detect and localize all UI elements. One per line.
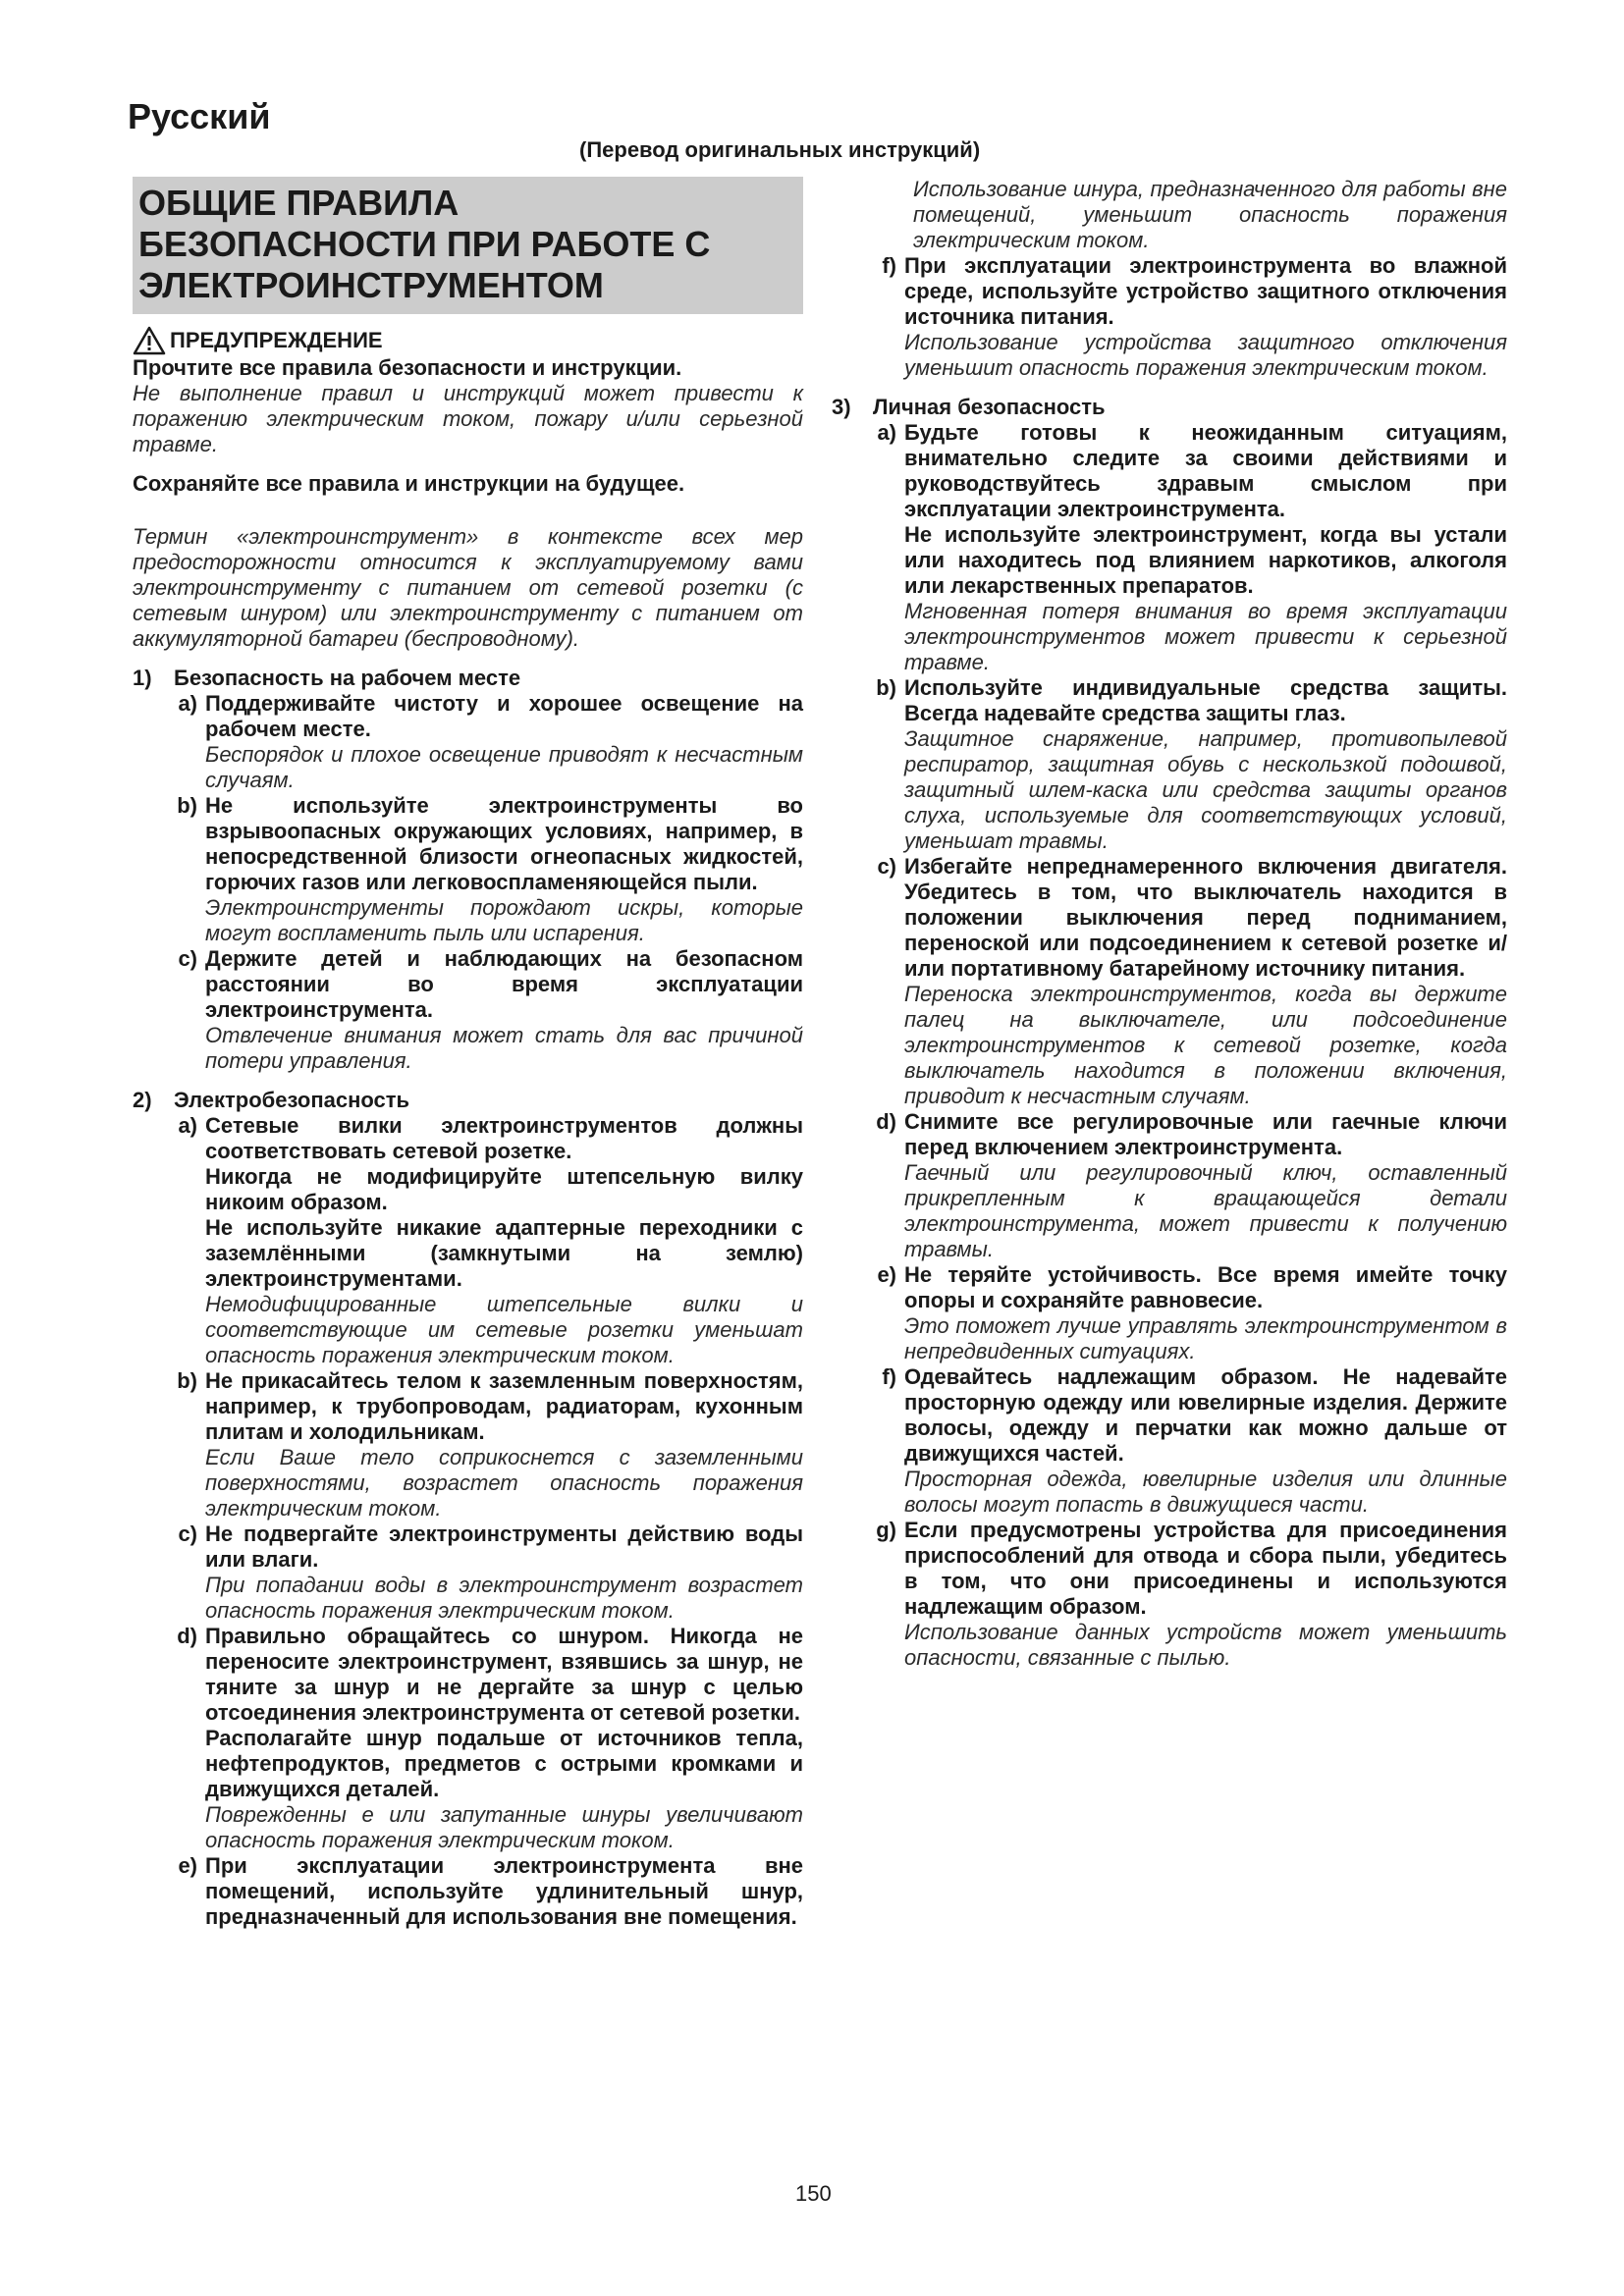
section-title-box [133, 177, 803, 314]
item-letter: e) [178, 1853, 197, 1878]
right-column [832, 177, 1507, 1671]
list-item [133, 1624, 803, 1853]
list-item [133, 691, 803, 793]
item-rule: Не используйте электроинструменты во взрывоопасных окружающих условиях, например, в непосредственной близости огнеопасных жидкостей, горючих газов или легковоспламеняющейся пыли. [205, 793, 803, 894]
item-note: Гаечный или регулировочный ключ, оставленный прикрепленным к вращающейся детали электроинструмента, может привести к получению травмы. [904, 1160, 1507, 1261]
item-rule: Сетевые вилки электроинструментов должны соответствовать сетевой розетке. [205, 1113, 803, 1163]
list-item [859, 253, 1507, 381]
item-note: Просторная одежда, ювелирные изделия или длинные волосы могут попасть в движущиеся части. [904, 1467, 1507, 1517]
list-item [859, 854, 1507, 1109]
item-letter: f) [882, 253, 896, 278]
item-rule: Не теряйте устойчивость. Все время имейте точку опоры и сохраняйте равновесие. [904, 1262, 1507, 1312]
item-letter: c) [178, 946, 197, 971]
list-item [859, 1109, 1507, 1262]
item-rule: Используйте индивидуальные средства защиты. Всегда надевайте средства защиты глаз. [904, 675, 1507, 725]
item-letter: a) [877, 420, 896, 445]
list-item [859, 675, 1507, 854]
list-item [133, 793, 803, 946]
item-rule: При эксплуатации электроинструмента во влажной среде, используйте устройство защитного отключения источника питания. [904, 253, 1507, 329]
item-letter: f) [882, 1364, 896, 1389]
item-rule: Не используйте никакие адаптерные переходники с заземлёнными (замкнутыми на землю) электроинструментами. [205, 1215, 803, 1291]
item-rule: Не используйте электроинструмент, когда вы устали или находитесь под влиянием наркотиков, алкоголя или лекарственных препаратов. [904, 522, 1507, 598]
item-note: Электроинструменты порождают искры, которые могут воспламенить пыль или испарения. [205, 895, 803, 945]
item-rule: Располагайте шнур подальше от источников тепла, нефтепродуктов, предметов с острыми кромками и движущихся деталей. [205, 1726, 803, 1801]
section-title: Электробезопасность [174, 1088, 410, 1112]
section-2-heading [133, 1088, 803, 1113]
translation-subtitle: (Перевод оригинальных инструкций) [579, 137, 981, 162]
item-letter: a) [178, 1113, 197, 1138]
item-note: Защитное снаряжение, например, противопылевой респиратор, защитная обувь с нескользкой подошвой, защитный шлем-каска или средства защиты органов слуха, используемые для соответствующих условий, уменьшат травмы. [904, 726, 1507, 853]
item-note: Переноска электроинструментов, когда вы держите палец на выключателе, или подсоединение электроинструментов к сетевой розетке, когда выключатель находится в положении включения, приводит к несчастным случаям. [904, 982, 1507, 1108]
item-note: Отвлечение внимания может стать для вас причиной потери управления. [205, 1023, 803, 1073]
title-line: ОБЩИЕ ПРАВИЛА [138, 183, 460, 223]
section-number: 2) [133, 1088, 152, 1112]
item-note: Беспорядок и плохое освещение приводят к несчастным случаям. [205, 742, 803, 792]
section-title: Личная безопасность [873, 395, 1106, 419]
item-letter: c) [178, 1522, 197, 1546]
section-number: 3) [832, 395, 851, 419]
section-number: 1) [133, 666, 152, 690]
list-item [133, 946, 803, 1074]
item-note: При попадании воды в электроинструмент возрастет опасность поражения электрическим током. [205, 1573, 803, 1623]
item-rule: При эксплуатации электроинструмента вне помещений, используйте удлинительный шнур, предназначенный для использования вне помещения. [205, 1853, 803, 1929]
list-item [859, 1518, 1507, 1671]
page-number: 150 [795, 2181, 832, 2206]
item-letter: e) [877, 1262, 896, 1287]
item-note: Поврежденны е или запутанные шнуры увеличивают опасность поражения электрическим током. [205, 1802, 803, 1852]
list-item [133, 1522, 803, 1624]
list-item [133, 1368, 803, 1522]
item-rule: Поддерживайте чистоту и хорошее освещение на рабочем месте. [205, 691, 803, 741]
item-letter: d) [177, 1624, 197, 1648]
item-rule: Не подвергайте электроинструменты действию воды или влаги. [205, 1522, 803, 1572]
item-note: Немодифицированные штепсельные вилки и соответствующие им сетевые розетки уменьшат опасность поражения электрическим током. [205, 1292, 803, 1367]
language-heading: Русский [128, 96, 271, 136]
item-rule: Одевайтесь надлежащим образом. Не надевайте просторную одежду или ювелирные изделия. Держите волосы, одежду и перчатки как можно дальше от движущихся частей. [904, 1364, 1507, 1466]
item-letter: b) [177, 1368, 197, 1393]
list-item [859, 1262, 1507, 1364]
item-note: Это поможет лучше управлять электроинструментом в непредвиденных ситуациях. [904, 1313, 1507, 1363]
list-item [133, 1853, 803, 1930]
item-rule: Снимите все регулировочные или гаечные ключи перед включением электроинструмента. [904, 1109, 1507, 1159]
item-note: Если Ваше тело соприкоснется с заземленными поверхностями, возрастет опасность поражения электрическим током. [205, 1445, 803, 1521]
item-note: Использование данных устройств может уменьшить опасности, связанные с пылью. [904, 1620, 1507, 1670]
warning-consequence: Не выполнение правил и инструкций может привести к поражению электрическим током, пожару и/или серьезной травме. [133, 381, 803, 456]
warning-label: ПРЕДУПРЕЖДЕНИЕ [170, 328, 383, 352]
keep-instructions: Сохраняйте все правила и инструкции на будущее. [133, 471, 685, 496]
warning-triangle-icon [133, 326, 166, 355]
item-rule: Никогда не модифицируйте штепсельную вилку никоим образом. [205, 1164, 803, 1214]
list-item [133, 1113, 803, 1368]
item-letter: b) [876, 675, 896, 700]
section-title: Безопасность на рабочем месте [174, 666, 521, 690]
item-rule: Будьте готовы к неожиданным ситуациям, внимательно следите за своими действиями и руководствуйтесь здравым смыслом при эксплуатации электроинструмента. [904, 420, 1507, 521]
list-item [859, 1364, 1507, 1518]
item-letter: c) [877, 854, 896, 879]
item-letter: b) [177, 793, 197, 818]
title-line: ЭЛЕКТРОИНСТРУМЕНТОМ [138, 265, 604, 305]
list-item [859, 420, 1507, 675]
item-note: Использование шнура, предназначенного для работы вне помещений, уменьшит опасность поражения электрическим током. [913, 177, 1507, 252]
item-letter: a) [178, 691, 197, 716]
item-letter: g) [876, 1518, 896, 1542]
section-1-heading [133, 666, 803, 691]
item-rule: Не прикасайтесь телом к заземленным поверхностям, например, к трубопроводам, радиаторам, кухонным плитам и холодильникам. [205, 1368, 803, 1444]
item-rule: Если предусмотрены устройства для присоединения приспособлений для отвода и сбора пыли, убедитесь в том, что они присоединены и используются надлежащим образом. [904, 1518, 1507, 1619]
item-letter: d) [876, 1109, 896, 1134]
item-note: Использование устройства защитного отключения уменьшит опасность поражения электрическим током. [904, 330, 1507, 380]
title-line: БЕЗОПАСНОСТИ ПРИ РАБОТЕ С [138, 224, 711, 264]
section-3-heading [832, 395, 1507, 420]
item-rule: Держите детей и наблюдающих на безопасном расстоянии во время эксплуатации электроинструмента. [205, 946, 803, 1022]
item-rule: Избегайте непреднамеренного включения двигателя. Убедитесь в том, что выключатель находится в положении выключения перед подниманием, переноской или подсоединением к сетевой розетке и/или портативному батарейному источнику питания. [904, 854, 1507, 981]
item-rule: Правильно обращайтесь со шнуром. Никогда не переносите электроинструмент, взявшись за шнур, не тяните за шнур и не дергайте за шнур с целью отсоединения электроинструмента от сетевой розетки. [205, 1624, 803, 1725]
warning-header [133, 326, 803, 355]
left-column [133, 177, 803, 1930]
term-definition: Термин «электроинструмент» в контексте всех мер предосторожности относится к эксплуатируемому вами электроинструменту с питанием от сетевой розетки (с сетевым шнуром) или электроинструменту с питанием от аккумуляторной батареи (беспроводному). [133, 524, 803, 651]
item-note: Мгновенная потеря внимания во время эксплуатации электроинструментов может привести к серьезной травме. [904, 599, 1507, 674]
read-instructions: Прочтите все правила безопасности и инструкции. [133, 355, 682, 380]
